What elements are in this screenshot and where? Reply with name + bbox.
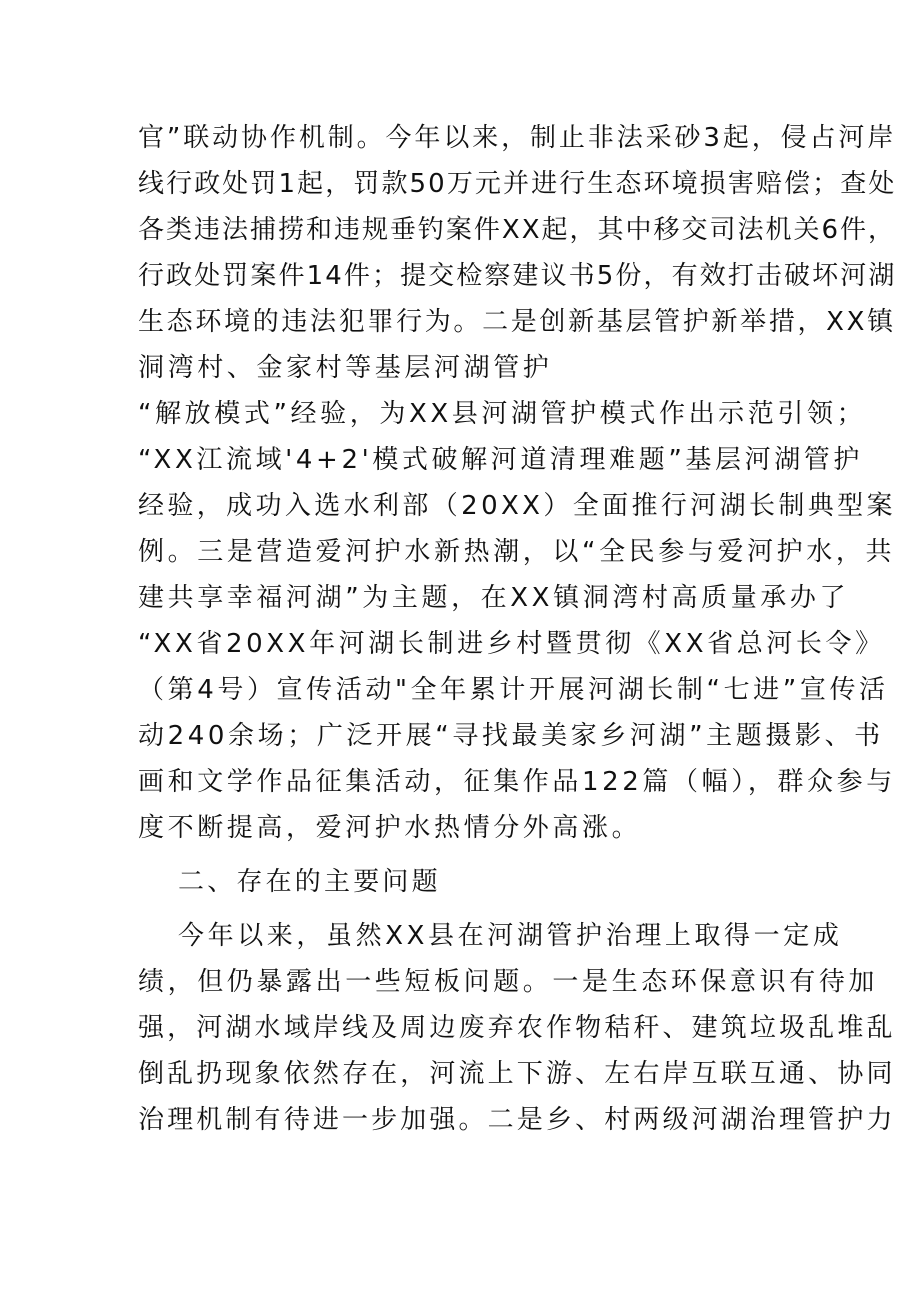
text-line: 行政处罚案件14件；提交检察建议书5份，有效打击破坏河湖 — [138, 261, 897, 291]
text-line: 经验，成功入选水利部（20XX）全面推行河湖长制典型案 — [138, 491, 896, 521]
text-line: 动240余场；广泛开展“寻找最美家乡河湖”主题摄影、书 — [138, 721, 884, 751]
text-line: 线行政处罚1起，罚款50万元并进行生态环境损害赔偿；查处 — [138, 169, 897, 199]
section-heading: 二、存在的主要问题 — [178, 867, 441, 897]
text-line: 绩，但仍暴露出一些短板问题。一是生态环保意识有待加 — [138, 967, 879, 997]
text-line: 画和文学作品征集活动，征集作品122篇（幅），群众参与 — [138, 767, 896, 797]
text-line: 建共享幸福河湖”为主题，在XX镇洞湾村高质量承办了 — [138, 583, 850, 613]
text-line: 今年以来，虽然XX县在河湖管护治理上取得一定成 — [178, 921, 843, 951]
text-line: 治理机制有待进一步加强。二是乡、村两级河湖治理管护力 — [138, 1105, 896, 1135]
text-line: 度不断提高，爱河护水热情分外高涨。 — [138, 813, 642, 843]
text-line: 强，河湖水域岸线及周边废弃农作物秸秆、建筑垃圾乱堆乱 — [138, 1013, 896, 1043]
text-line: 生态环境的违法犯罪行为。二是创新基层管护新举措，XX镇 — [138, 307, 896, 337]
text-line: “解放模式”经验，为XX县河湖管护模式作出示范引领； — [138, 399, 867, 429]
text-line: 例。三是营造爱河护水新热潮，以“全民参与爱河护水，共 — [138, 537, 896, 567]
text-line: 各类违法捕捞和违规垂钓案件XX起，其中移交司法机关6件， — [138, 215, 896, 245]
text-line: 倒乱扔现象依然存在，河流上下游、左右岸互联互通、协同 — [138, 1059, 896, 1089]
text-line: （第4号）宣传活动"全年累计开展河湖长制“七进”宣传活 — [138, 675, 889, 705]
text-line: “XX江流域'4+2'模式破解河道清理难题”基层河湖管护 — [138, 445, 864, 475]
text-line: 官”联动协作机制。今年以来，制止非法采砂3起，侵占河岸 — [138, 123, 897, 153]
text-line: 洞湾村、金家村等基层河湖管护 — [138, 353, 553, 383]
text-line: “XX省20XX年河湖长制进乡村暨贯彻《XX省总河长令》 — [138, 629, 885, 659]
